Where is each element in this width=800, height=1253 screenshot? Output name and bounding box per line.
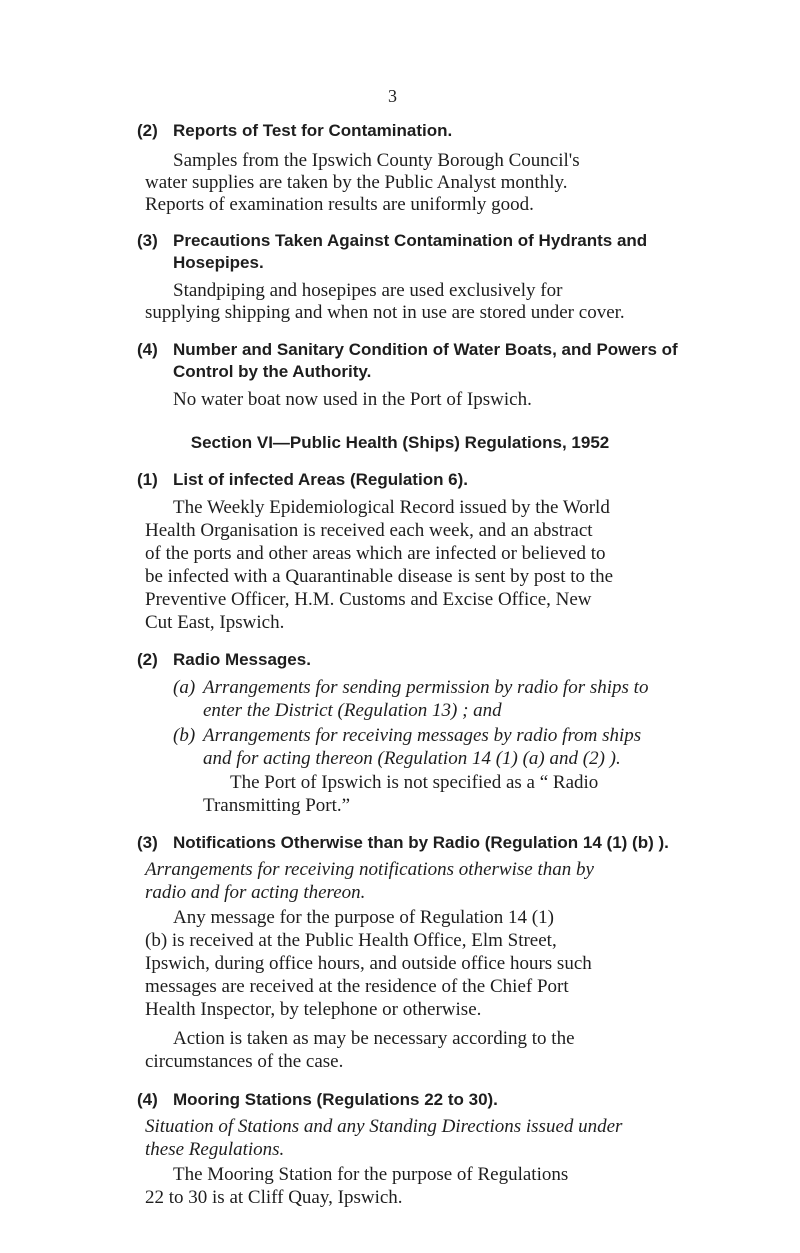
body-line: Health Inspector, by telephone or otherwise. xyxy=(145,999,482,1020)
item-number: (2) xyxy=(137,650,158,669)
page-number: 3 xyxy=(388,86,397,106)
italic-line: enter the District (Regulation 13) ; and xyxy=(203,700,502,721)
body-line: supplying shipping and when not in use are stored under cover. xyxy=(145,302,625,323)
section-heading-cont: Control by the Authority. xyxy=(173,362,372,381)
body-line: Standpiping and hosepipes are used exclusively for xyxy=(173,280,563,301)
body-line: Preventive Officer, H.M. Customs and Excise Office, New xyxy=(145,589,592,610)
item-number: (3) xyxy=(137,833,158,852)
body-line: No water boat now used in the Port of Ipswich. xyxy=(173,389,532,410)
item-number: (4) xyxy=(137,340,158,359)
section-title: Section VI—Public Health (Ships) Regulations, 1952 xyxy=(190,433,610,452)
body-line: be infected with a Quarantinable disease is sent by post to the xyxy=(145,566,614,587)
italic-line: Situation of Stations and any Standing Directions issued under xyxy=(145,1116,623,1137)
body-line: Transmitting Port.” xyxy=(203,795,351,816)
body-line: Health Organisation is received each week, and an abstract xyxy=(145,520,593,541)
italic-line: radio and for acting thereon. xyxy=(145,882,366,903)
italic-line: Arrangements for receiving messages by radio from ships xyxy=(203,725,642,746)
item-number: (3) xyxy=(137,231,158,250)
body-line: The Mooring Station for the purpose of Regulations xyxy=(173,1164,569,1185)
body-line: Action is taken as may be necessary according to the xyxy=(173,1028,575,1049)
sub-item-label: (b) xyxy=(173,725,196,746)
section-heading-cont: Hosepipes. xyxy=(173,253,264,272)
body-line: Samples from the Ipswich County Borough Council's xyxy=(173,150,580,171)
body-line: Cut East, Ipswich. xyxy=(145,612,285,633)
section-heading: Radio Messages. xyxy=(173,650,311,669)
body-line: (b) is received at the Public Health Office, Elm Street, xyxy=(145,930,557,951)
italic-line: Arrangements for receiving notifications otherwise than by xyxy=(145,859,594,880)
body-line: The Port of Ipswich is not specified as a “ Radio xyxy=(230,772,599,793)
italic-line: these Regulations. xyxy=(145,1139,285,1160)
section-heading: Number and Sanitary Condition of Water Boats, and Powers of xyxy=(173,340,678,359)
item-number: (1) xyxy=(137,470,158,489)
sub-item-label: (a) xyxy=(173,677,196,698)
item-number: (2) xyxy=(137,121,158,140)
item-number: (4) xyxy=(137,1090,158,1109)
body-line: of the ports and other areas which are infected or believed to xyxy=(145,543,606,564)
section-heading: Notifications Otherwise than by Radio (Regulation 14 (1) (b) ). xyxy=(173,833,669,852)
section-heading: List of infected Areas (Regulation 6). xyxy=(173,470,469,489)
body-line: Any message for the purpose of Regulation 14 (1) xyxy=(173,907,554,928)
section-heading: Precautions Taken Against Contamination of Hydrants and xyxy=(173,231,648,250)
section-heading: Mooring Stations (Regulations 22 to 30). xyxy=(173,1090,498,1109)
body-line: circumstances of the case. xyxy=(145,1051,344,1072)
body-line: Reports of examination results are uniformly good. xyxy=(145,194,534,215)
section-heading: Reports of Test for Contamination. xyxy=(173,121,453,140)
body-line: water supplies are taken by the Public Analyst monthly. xyxy=(145,172,568,193)
body-line: messages are received at the residence of the Chief Port xyxy=(145,976,569,997)
body-line: 22 to 30 is at Cliff Quay, Ipswich. xyxy=(145,1187,403,1208)
italic-line: Arrangements for sending permission by radio for ships to xyxy=(203,677,649,698)
body-line: The Weekly Epidemiological Record issued by the World xyxy=(173,497,610,518)
body-line: Ipswich, during office hours, and outside office hours such xyxy=(145,953,592,974)
italic-line: and for acting thereon (Regulation 14 (1) (a) and (2) ). xyxy=(203,748,621,769)
